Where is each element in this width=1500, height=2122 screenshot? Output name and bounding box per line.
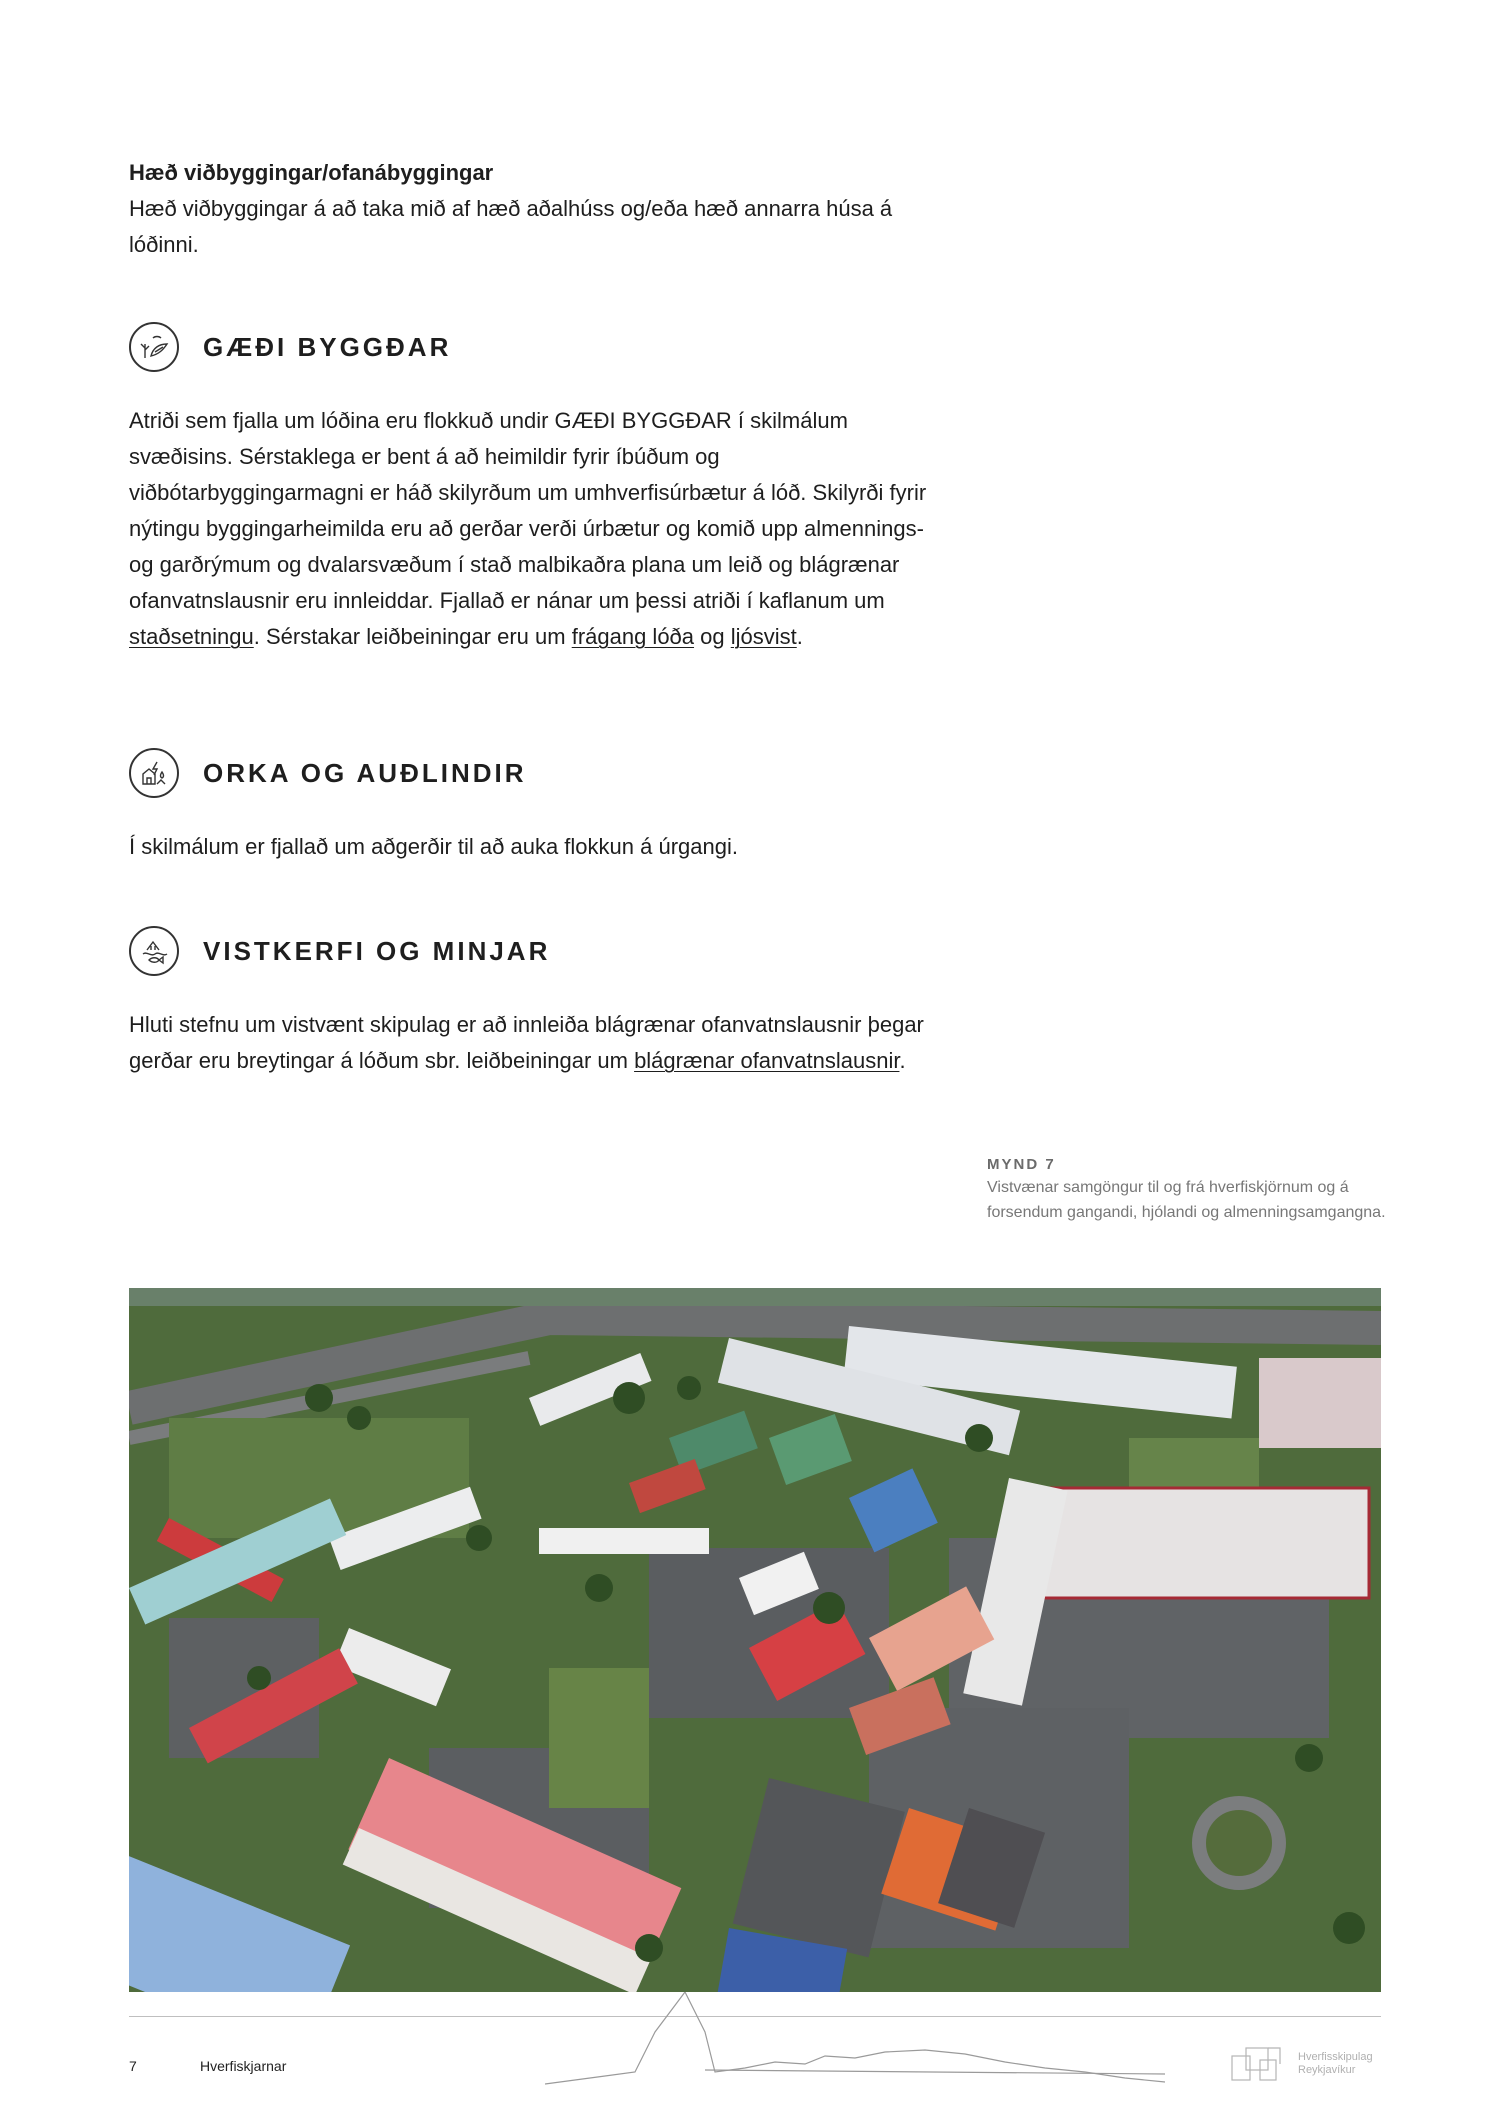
link-stadsetningu[interactable]: staðsetningu xyxy=(129,624,254,649)
page-number: 7 xyxy=(129,2058,137,2074)
intro-heading: Hæð viðbyggingar/ofanábyggingar xyxy=(129,160,494,185)
figure-caption-text: Vistvænar samgöngur til og frá hverfiskjörnum og á forsendum gangandi, hjólandi og almenningsamgangna. xyxy=(987,1179,1386,1221)
nature-quality-icon xyxy=(129,322,179,372)
aerial-photo xyxy=(129,1288,1381,1992)
section-title-gaedi-byggdar: GÆÐI BYGGÐAR xyxy=(203,331,452,362)
intro-text: Hæð viðbyggingar á að taka mið af hæð aðalhúss og/eða hæð annarra húsa á lóðinni. xyxy=(129,196,893,257)
section-vistkerfi-text xyxy=(129,1007,949,1079)
city-logo-icon xyxy=(1230,2042,1294,2086)
section-orka-header xyxy=(129,748,527,798)
section-vistkerfi-header xyxy=(129,926,550,976)
section-gaedi-byggdar-text xyxy=(129,403,949,655)
intro-block xyxy=(129,155,949,263)
logo-text xyxy=(1298,2051,1373,2077)
figure-label: MYND 7 xyxy=(987,1156,1056,1173)
energy-resources-icon xyxy=(129,748,179,798)
paragraph-text: . xyxy=(899,1048,906,1073)
paragraph-text: . xyxy=(796,624,803,649)
ecosystem-heritage-icon xyxy=(129,926,179,976)
link-blagraenar-ofanvatnslausnir[interactable]: blágrænar ofanvatnslausnir xyxy=(634,1048,900,1073)
logo-line-2: Reykjavíkur xyxy=(1298,2064,1356,2076)
skyline-drawing xyxy=(545,1992,1165,2097)
link-ljosvist[interactable]: ljósvist xyxy=(730,624,797,649)
section-gaedi-byggdar-header xyxy=(129,322,451,372)
section-title-orka: ORKA OG AUÐLINDIR xyxy=(203,757,527,788)
footer-section-name: Hverfiskjarnar xyxy=(200,2058,287,2074)
paragraph-text: Hluti stefnu um vistvænt skipulag er að innleiða blágrænar ofanvatnslausnir þegar gerðar eru breytingar á lóðum sbr. leiðbeiningar um xyxy=(129,1012,924,1073)
figure-caption xyxy=(987,1156,1387,1225)
reykjavik-logo xyxy=(1230,2042,1373,2086)
paragraph-text: Atriði sem fjalla um lóðina eru flokkuð undir GÆÐI BYGGÐAR í skilmálum svæðisins. Sérstaklega er bent á að heimildir fyrir íbúðum og viðbótarbyggingarmagni er háð skilyrðum um umhverfisúrbætur á lóð. Skilyrði fyrir nýtingu byggingarheimilda eru að gerðar verði úrbætur og komið upp almennings- og garðrýmum og dvalarsvæðum í stað malbikaðra plana um leið og blágrænar ofanvatnslausnir eru innleiddar. Fjallað er nánar um þessi atriði í kaflanum um xyxy=(129,408,927,613)
logo-line-1: Hverfisskipulag xyxy=(1298,2051,1373,2063)
paragraph-text: . Sérstakar leiðbeiningar eru um xyxy=(253,624,572,649)
link-fragang-loda[interactable]: frágang lóða xyxy=(571,624,695,649)
section-orka-text: Í skilmálum er fjallað um aðgerðir til að auka flokkun á úrgangi. xyxy=(129,834,738,859)
paragraph-text: og xyxy=(694,624,731,649)
section-title-vistkerfi: VISTKERFI OG MINJAR xyxy=(203,935,551,966)
